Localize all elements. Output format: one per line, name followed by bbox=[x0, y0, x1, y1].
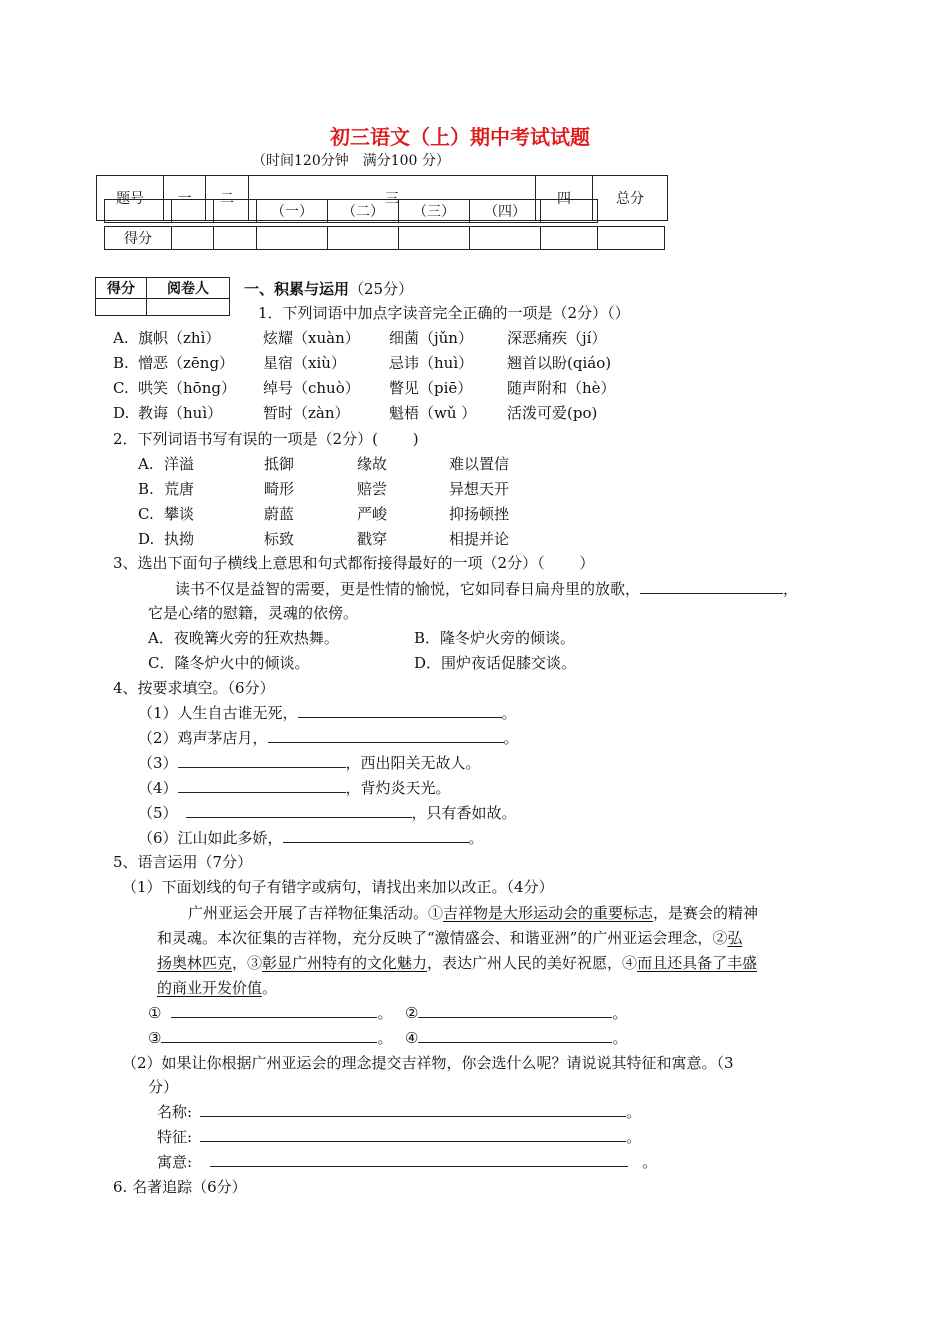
q3-option-a: A．夜晚篝火旁的狂欢热舞。 bbox=[148, 629, 339, 647]
q5-passage-line2: 和灵魂。本次征集的吉祥物，充分反映了“激情盛会、和谐亚洲”的广州亚运会理念，②弘 bbox=[157, 929, 743, 947]
q4-line-5: （5） ，只有香如故。 bbox=[138, 804, 517, 822]
q3-passage-line1: 读书不仅是益智的需要，更是性情的愉悦，它如同春日扁舟里的放歌， ， bbox=[175, 580, 799, 598]
header-cell-total: 总分 bbox=[593, 176, 668, 221]
section-heading: 一、积累与运用（25分） bbox=[244, 280, 414, 298]
q4-line-6: （6）江山如此多娇， 。 bbox=[138, 829, 484, 847]
mascot-name-blank[interactable] bbox=[200, 1102, 626, 1117]
header-cell-1: 一 bbox=[164, 176, 206, 221]
score-row-label: 得分 bbox=[105, 227, 172, 250]
correction-blank-2[interactable] bbox=[418, 1003, 612, 1018]
q4-stem: 4、按要求填空。（6分） bbox=[113, 679, 275, 697]
q1-stem: 1．下列词语中加点字读音完全正确的一项是（2分）（） bbox=[258, 304, 630, 322]
header-cell-number: 题号 bbox=[97, 176, 164, 221]
q5-sub2: （2）如果让你根据广州亚运会的理念提交吉祥物，你会选什么呢？请说说其特征和寓意。（3 bbox=[122, 1054, 734, 1072]
q3-option-c: C．隆冬炉火中的倾谈。 bbox=[148, 654, 310, 672]
page-title: 初三语文（上）期中考试试题 bbox=[330, 125, 590, 149]
q3-stem: 3、选出下面句子横线上意思和句式都衔接得最好的一项（2分）（ ） bbox=[113, 554, 595, 572]
correction-blank-1[interactable] bbox=[171, 1003, 377, 1018]
correction-blank-4[interactable] bbox=[418, 1028, 612, 1043]
grader-box bbox=[95, 277, 230, 316]
q5-correction-3: ③ 。 bbox=[148, 1029, 393, 1047]
sub-cell-1: （一） bbox=[257, 200, 328, 223]
q5-correction-2: ② 。 bbox=[405, 1004, 628, 1022]
q4-line-3: （3） ，西出阳关无故人。 bbox=[138, 754, 481, 772]
q3-option-d: D．围炉夜话促膝交谈。 bbox=[414, 654, 577, 672]
q4-blank-2[interactable] bbox=[268, 728, 504, 743]
q5-sub1: （1）下面划线的句子有错字或病句，请找出来加以改正。（4分） bbox=[122, 878, 554, 896]
mascot-feature-line: 特征: 。 bbox=[157, 1128, 642, 1146]
mascot-feature-blank[interactable] bbox=[200, 1127, 626, 1142]
q4-blank-3[interactable] bbox=[178, 753, 346, 768]
score-table-row3 bbox=[104, 226, 665, 250]
grader-name-label: 阅卷人 bbox=[147, 278, 230, 299]
q5-sub2-points: 分） bbox=[148, 1078, 179, 1096]
q3-passage-line2: 它是心绪的慰籍，灵魂的依傍。 bbox=[148, 604, 359, 622]
q2-stem: 2．下列词语书写有误的一项是（2分）( ) bbox=[113, 430, 419, 448]
q4-blank-6[interactable] bbox=[283, 828, 469, 843]
header-cell-4: 四 bbox=[536, 176, 593, 221]
header-cell-2: 二 bbox=[206, 176, 249, 221]
exam-time-info: （时间120分钟 满分100 分） bbox=[252, 153, 450, 169]
q4-blank-5[interactable] bbox=[186, 803, 412, 818]
mascot-name-line: 名称: 。 bbox=[157, 1103, 642, 1121]
score-table-row2 bbox=[104, 199, 598, 223]
q5-passage-line1: 广州亚运会开展了吉祥物征集活动。①吉祥物是大形运动会的重要标志，是赛会的精神 bbox=[188, 904, 759, 922]
q4-line-1: （1）人生自古谁无死， 。 bbox=[138, 704, 517, 722]
q5-stem: 5、语言运用（7分） bbox=[113, 853, 253, 871]
sub-cell-3: （三） bbox=[399, 200, 470, 223]
q5-correction-1: ① 。 bbox=[148, 1004, 393, 1022]
grader-score-label: 得分 bbox=[96, 278, 147, 299]
mascot-meaning-line: 寓意: 。 bbox=[157, 1153, 658, 1171]
q4-line-4: （4） ，背灼炎天光。 bbox=[138, 779, 451, 797]
q5-correction-4: ④ 。 bbox=[405, 1029, 628, 1047]
sub-cell-2: （二） bbox=[328, 200, 399, 223]
q6-stem: 6. 名著追踪（6分） bbox=[113, 1178, 247, 1196]
header-cell-3: 三 bbox=[249, 176, 536, 221]
q4-line-2: （2）鸡声茅店月， 。 bbox=[138, 729, 519, 747]
q3-answer-blank[interactable] bbox=[640, 579, 783, 594]
q4-blank-1[interactable] bbox=[298, 703, 502, 718]
q4-blank-4[interactable] bbox=[178, 778, 346, 793]
q5-passage-line4: 的商业开发价值。 bbox=[157, 979, 278, 997]
q5-passage-line3: 扬奥林匹克，③彰显广州特有的文化魅力，表达广州人民的美好祝愿，④而且还具备了丰盛 bbox=[157, 954, 758, 972]
correction-blank-3[interactable] bbox=[161, 1028, 377, 1043]
q3-option-b: B．隆冬炉火旁的倾谈。 bbox=[414, 629, 576, 647]
sub-cell-4: （四） bbox=[470, 200, 541, 223]
mascot-meaning-blank[interactable] bbox=[210, 1152, 628, 1167]
